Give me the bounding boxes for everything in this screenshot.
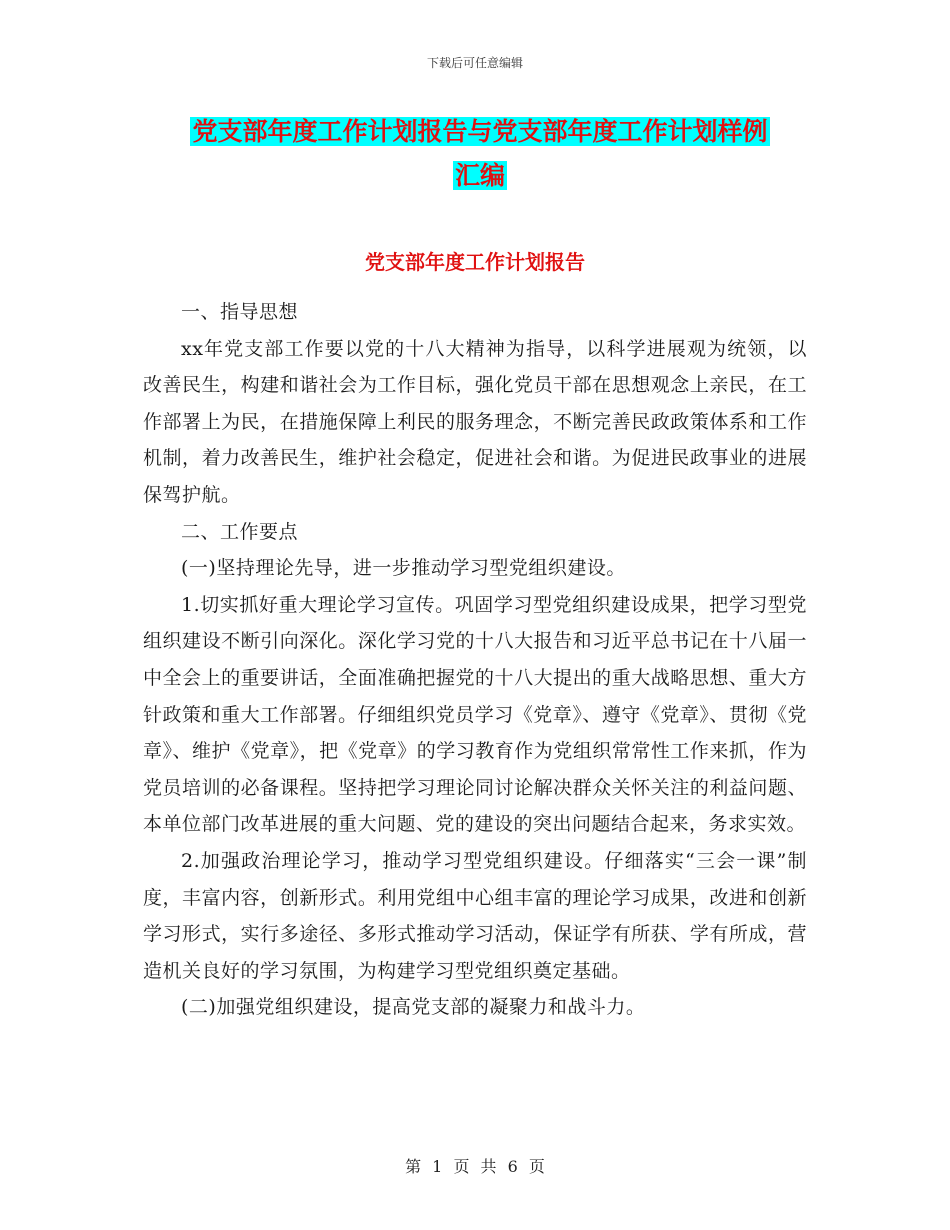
heading-guiding-ideology: 一、指导思想 [181, 301, 299, 323]
paragraph: 1.切实抓好重大理论学习宣传。巩固学习型党组织建设成果，把学习型党组织建设不断引向深化。深化学习党的十八大报告和习近平总书记在十八届一中全会上的重要讲话，全面准确把握党的十八大提出的重大战略思想、重大方针政策和重大工作部署。仔细组织党员学习《党章》、遵守《党章》、贯彻《党章》、维护《党章》，把《党章》的学习教育作为党组织常常性工作来抓，作为党员培训的必备课程。坚持把学习理论同讨论解决群众关怀关注的利益问题、本单位部门改革进展的重大问题、党的建设的突出问题结合起来，务求实效。 [143, 593, 807, 836]
section-title: 党支部年度工作计划报告 [365, 250, 585, 274]
document-title [140, 110, 820, 198]
page-footer: 第 1 页 共 6 页 [405, 1157, 545, 1176]
paragraph: 2.加强政治理论学习，推动学习型党组织建设。仔细落实“三会一课”制度，丰富内容，创新形式。利用党组中心组丰富的理论学习成果，改进和创新学习形式，实行多途径、多形式推动学习活动，保证学有所获、学有所成，营造机关良好的学习氛围，为构建学习型党组织奠定基础。 [143, 849, 807, 982]
heading-work-points: 二、工作要点 [181, 520, 299, 543]
document-body [143, 294, 807, 1026]
title-line-2: 汇编 [454, 161, 505, 190]
paragraph: xx年党支部工作要以党的十八大精神为指导，以科学进展观为统领，以改善民生，构建和谐社会为工作目标，强化党员干部在思想观念上亲民，在工作部署上为民，在措施保障上利民的服务理念，不断完善民政政策体系和工作机制，着力改善民生，维护社会稳定，促进社会和谐。为促进民政事业的进展保驾护航。 [143, 337, 807, 506]
subheading: (一)坚持理论先导，进一步推动学习型党组织建设。 [181, 557, 626, 580]
header-note: 下载后可任意编辑 [426, 56, 523, 70]
title-line-1: 党支部年度工作计划报告与党支部年度工作计划样例 [192, 117, 768, 146]
subheading: (二)加强党组织建设，提高党支部的凝聚力和战斗力。 [181, 996, 646, 1019]
